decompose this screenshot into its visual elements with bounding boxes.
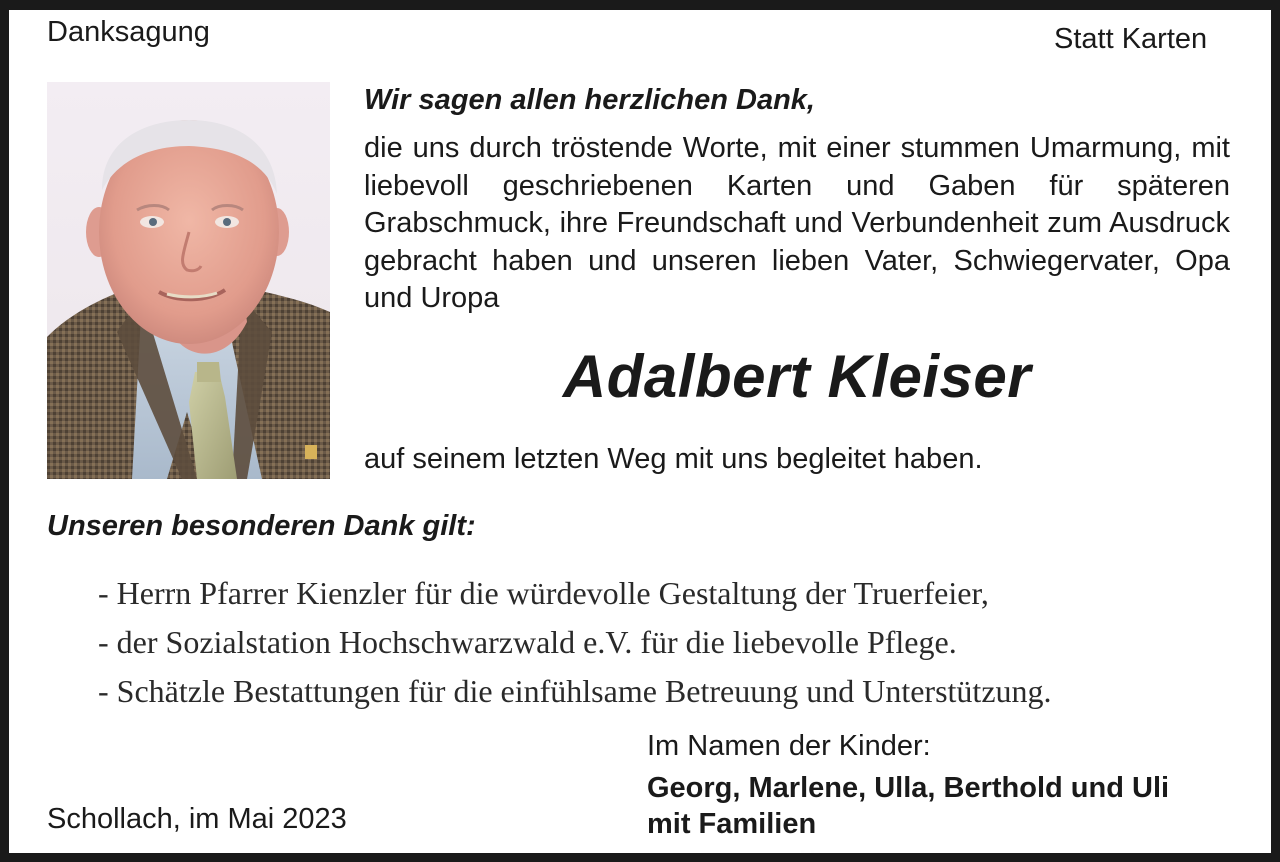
- signature-names-line1: Georg, Marlene, Ulla, Berthold und Uli: [647, 772, 1170, 804]
- special-thanks-title: Unseren besonderen Dank gilt:: [47, 510, 476, 542]
- list-item: - der Sozialstation Hochschwarzwald e.V. für die liebevolle Pflege.: [98, 624, 957, 660]
- signature-names: [647, 770, 1169, 842]
- list-item: - Schätzle Bestattungen für die einfühlsame Betreuung und Unterstützung.: [98, 673, 1052, 709]
- special-thanks-list: [98, 575, 1052, 722]
- signature-names-line2: mit Familien: [647, 808, 817, 840]
- place-and-date: Schollach, im Mai 2023: [47, 803, 347, 835]
- heading-statt-karten: Statt Karten: [1054, 23, 1208, 55]
- lead-sentence: Wir sagen allen herzlichen Dank,: [364, 84, 815, 116]
- signature-intro: Im Namen der Kinder:: [647, 730, 931, 762]
- portrait-photo: [47, 82, 330, 479]
- list-item: - Herrn Pfarrer Kienzler für die würdevolle Gestaltung der Truerfeier,: [98, 575, 989, 611]
- heading-danksagung: Danksagung: [47, 16, 210, 48]
- closing-sentence: auf seinem letzten Weg mit uns begleitet haben.: [364, 443, 983, 475]
- deceased-name: Adalbert Kleiser: [562, 343, 1032, 410]
- thanks-body-text: die uns durch tröstende Worte, mit einer stummen Umarmung, mit liebevoll geschriebenen Karten und Gaben für späteren Grabschmuck, ihre Freundschaft und Verbundenheit zum Ausdruck gebracht haben und unseren lieben Vater, Schwiegervater, Opa und Uropa: [364, 132, 1230, 314]
